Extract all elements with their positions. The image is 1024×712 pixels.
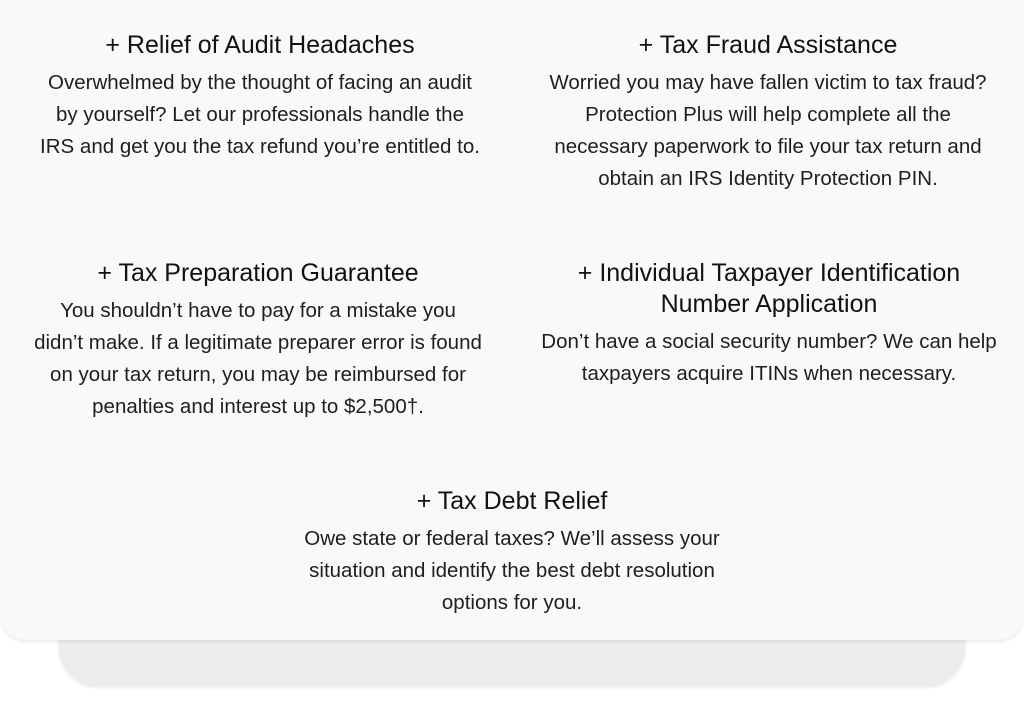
benefit-description: Owe state or federal taxes? We’ll assess your situation and identify the best debt resolution options for you. [304,527,720,614]
benefit-description: Don’t have a social security number? We can help taxpayers acquire ITINs when necessary. [541,330,997,385]
benefit-title: + Tax Preparation Guarantee [97,259,419,287]
benefit-description: You shouldn’t have to pay for a mistake you didn’t make. If a legitimate preparer error is found on your tax return, you may be reimbursed for penalties and interest up to $2,500†. [34,299,482,418]
benefit-description: Worried you may have fallen victim to tax fraud? Protection Plus will help complete all the necessary paperwork to file your tax return and obtain an IRS Identity Protection PIN. [549,71,987,190]
benefit-title: + Relief of Audit Headaches [105,31,415,59]
benefit-title: + Individual Taxpayer Identification Number Application [577,259,961,318]
benefit-title: + Tax Debt Relief [416,487,608,515]
benefit-title: + Tax Fraud Assistance [638,31,898,59]
benefit-itin-application [536,258,1002,390]
benefit-tax-debt-relief [276,486,748,619]
benefit-description: Overwhelmed by the thought of facing an audit by yourself? Let our professionals handle the IRS and get you the tax refund you’re entitled to. [40,71,480,158]
benefit-audit-relief [38,30,482,163]
benefit-tax-preparation-guarantee [34,258,482,423]
benefit-tax-fraud-assistance [540,30,996,195]
